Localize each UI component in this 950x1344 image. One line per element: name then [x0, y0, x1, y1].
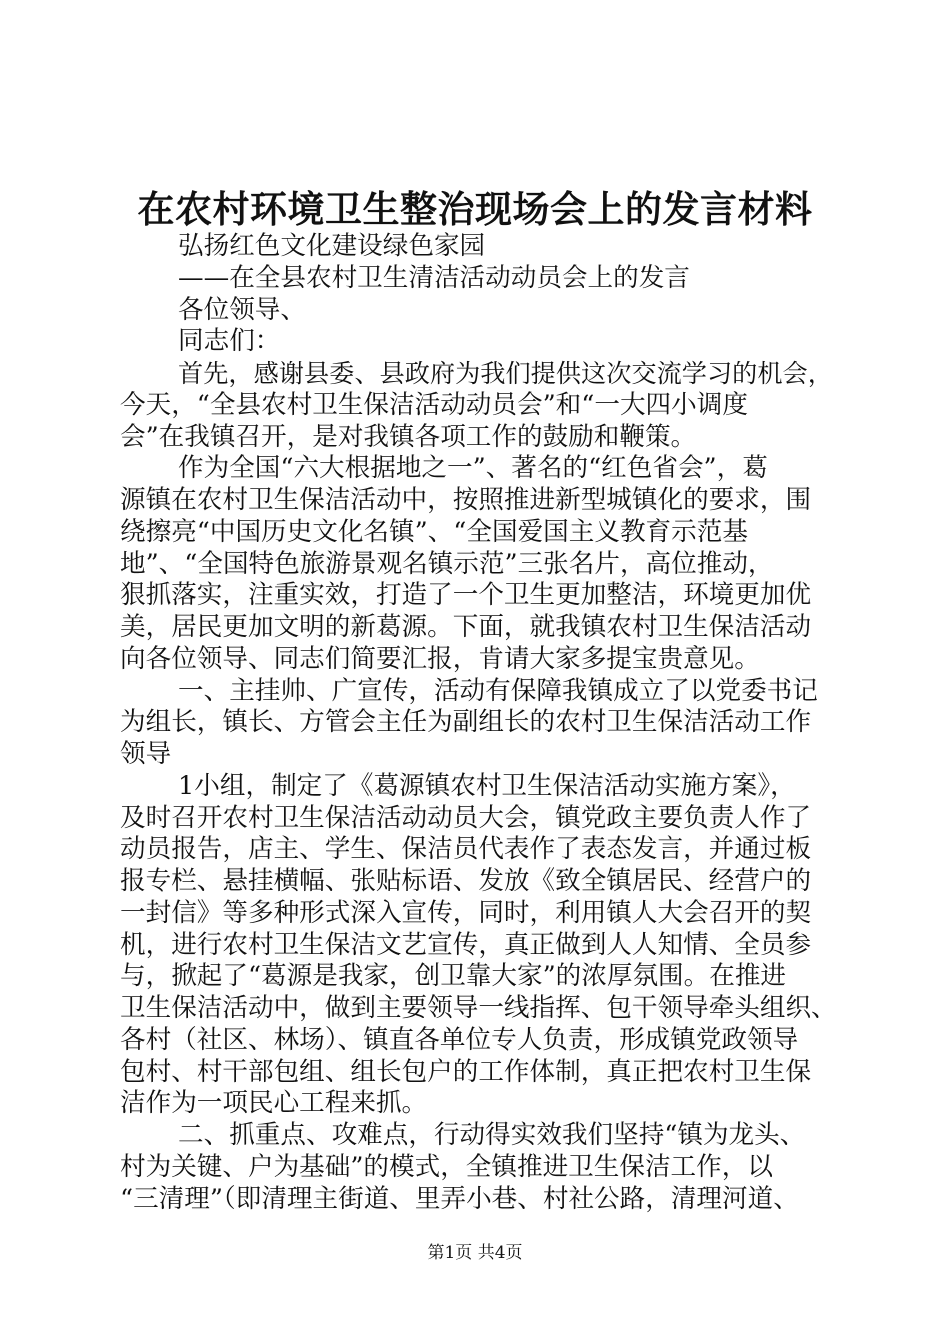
text-line: ——在全县农村卫生清洁活动动员会上的发言 — [178, 262, 690, 293]
text-line: 今天，“全县农村卫生保洁活动动员会”和“一大四小调度 — [120, 389, 748, 420]
text-line: “三清理”（即清理主街道、里弄小巷、村社公路，清理河道、 — [120, 1183, 799, 1214]
document-body — [120, 231, 840, 1215]
text-line: 各位领导、 — [178, 294, 306, 325]
text-line: 一、主挂帅、广宣传，活动有保障我镇成立了以党委书记 — [178, 675, 818, 706]
text-line: 会”在我镇召开，是对我镇各项工作的鼓励和鞭策。 — [120, 421, 697, 452]
text-line: 源镇在农村卫生保洁活动中，按照推进新型城镇化的要求，围 — [120, 485, 812, 515]
text-line: 狠抓落实，注重实效，打造了一个卫生更加整洁，环境更加优 — [120, 580, 812, 611]
text-line: 洁作为一项民心工程来抓。 — [120, 1088, 428, 1119]
text-line: 1小组，制定了《葛源镇农村卫生保洁活动实施方案》， — [178, 770, 796, 801]
text-line: 地”、“全国特色旅游景观名镇示范”三张名片，高位推动， — [120, 548, 774, 579]
text-line: 包村、村干部包组、组长包户的工作体制，真正把农村卫生保 — [120, 1056, 812, 1087]
text-line: 向各位领导、同志们简要汇报，肯请大家多提宝贵意见。 — [120, 643, 760, 674]
text-line: 报专栏、悬挂横幅、张贴标语、发放《致全镇居民、经营户的 — [120, 866, 812, 896]
text-line: 卫生保洁活动中，做到主要领导一线指挥、包干领导牵头组织、 — [120, 993, 837, 1023]
text-line: 作为全国“六大根据地之一”、著名的“红色省会”，葛 — [178, 453, 768, 484]
page-footer: 第1页 共4页 — [427, 1243, 523, 1263]
text-line: 同志们： — [178, 326, 281, 357]
text-line: 绕擦亮“中国历史文化名镇”、“全国爱国主义教育示范基 — [120, 516, 748, 547]
text-line: 美，居民更加文明的新葛源。下面，就我镇农村卫生保洁活动 — [120, 612, 812, 642]
text-line: 首先，感谢县委、县政府为我们提供这次交流学习的机会， — [178, 359, 833, 388]
text-line: 各村（社区、林场）、镇直各单位专人负责，形成镇党政领导 — [120, 1024, 799, 1055]
text-line: 二、抓重点、攻难点，行动得实效我们坚持“镇为龙头、 — [178, 1120, 806, 1150]
text-line: 一封信》等多种形式深入宣传，同时，利用镇人大会召开的契 — [120, 897, 812, 928]
text-line: 村为关键、户为基础”的模式，全镇推进卫生保洁工作，以 — [120, 1151, 773, 1182]
text-line: 与，掀起了“葛源是我家，创卫靠大家”的浓厚氛围。在推进 — [120, 961, 787, 992]
text-line: 领导 — [120, 739, 172, 769]
text-line: 动员报告，店主、学生、保洁员代表作了表态发言，并通过板 — [120, 834, 812, 865]
text-line: 弘扬红色文化建设绿色家园 — [178, 231, 486, 261]
text-line: 为组长，镇长、方管会主任为副组长的农村卫生保洁活动工作 — [120, 707, 812, 738]
document-title: 在农村环境卫生整治现场会上的发言材料 — [137, 187, 813, 231]
text-line: 及时召开农村卫生保洁活动动员大会，镇党政主要负责人作了 — [120, 802, 812, 833]
text-line: 机，进行农村卫生保洁文艺宣传，真正做到人人知情、全员参 — [120, 929, 812, 960]
